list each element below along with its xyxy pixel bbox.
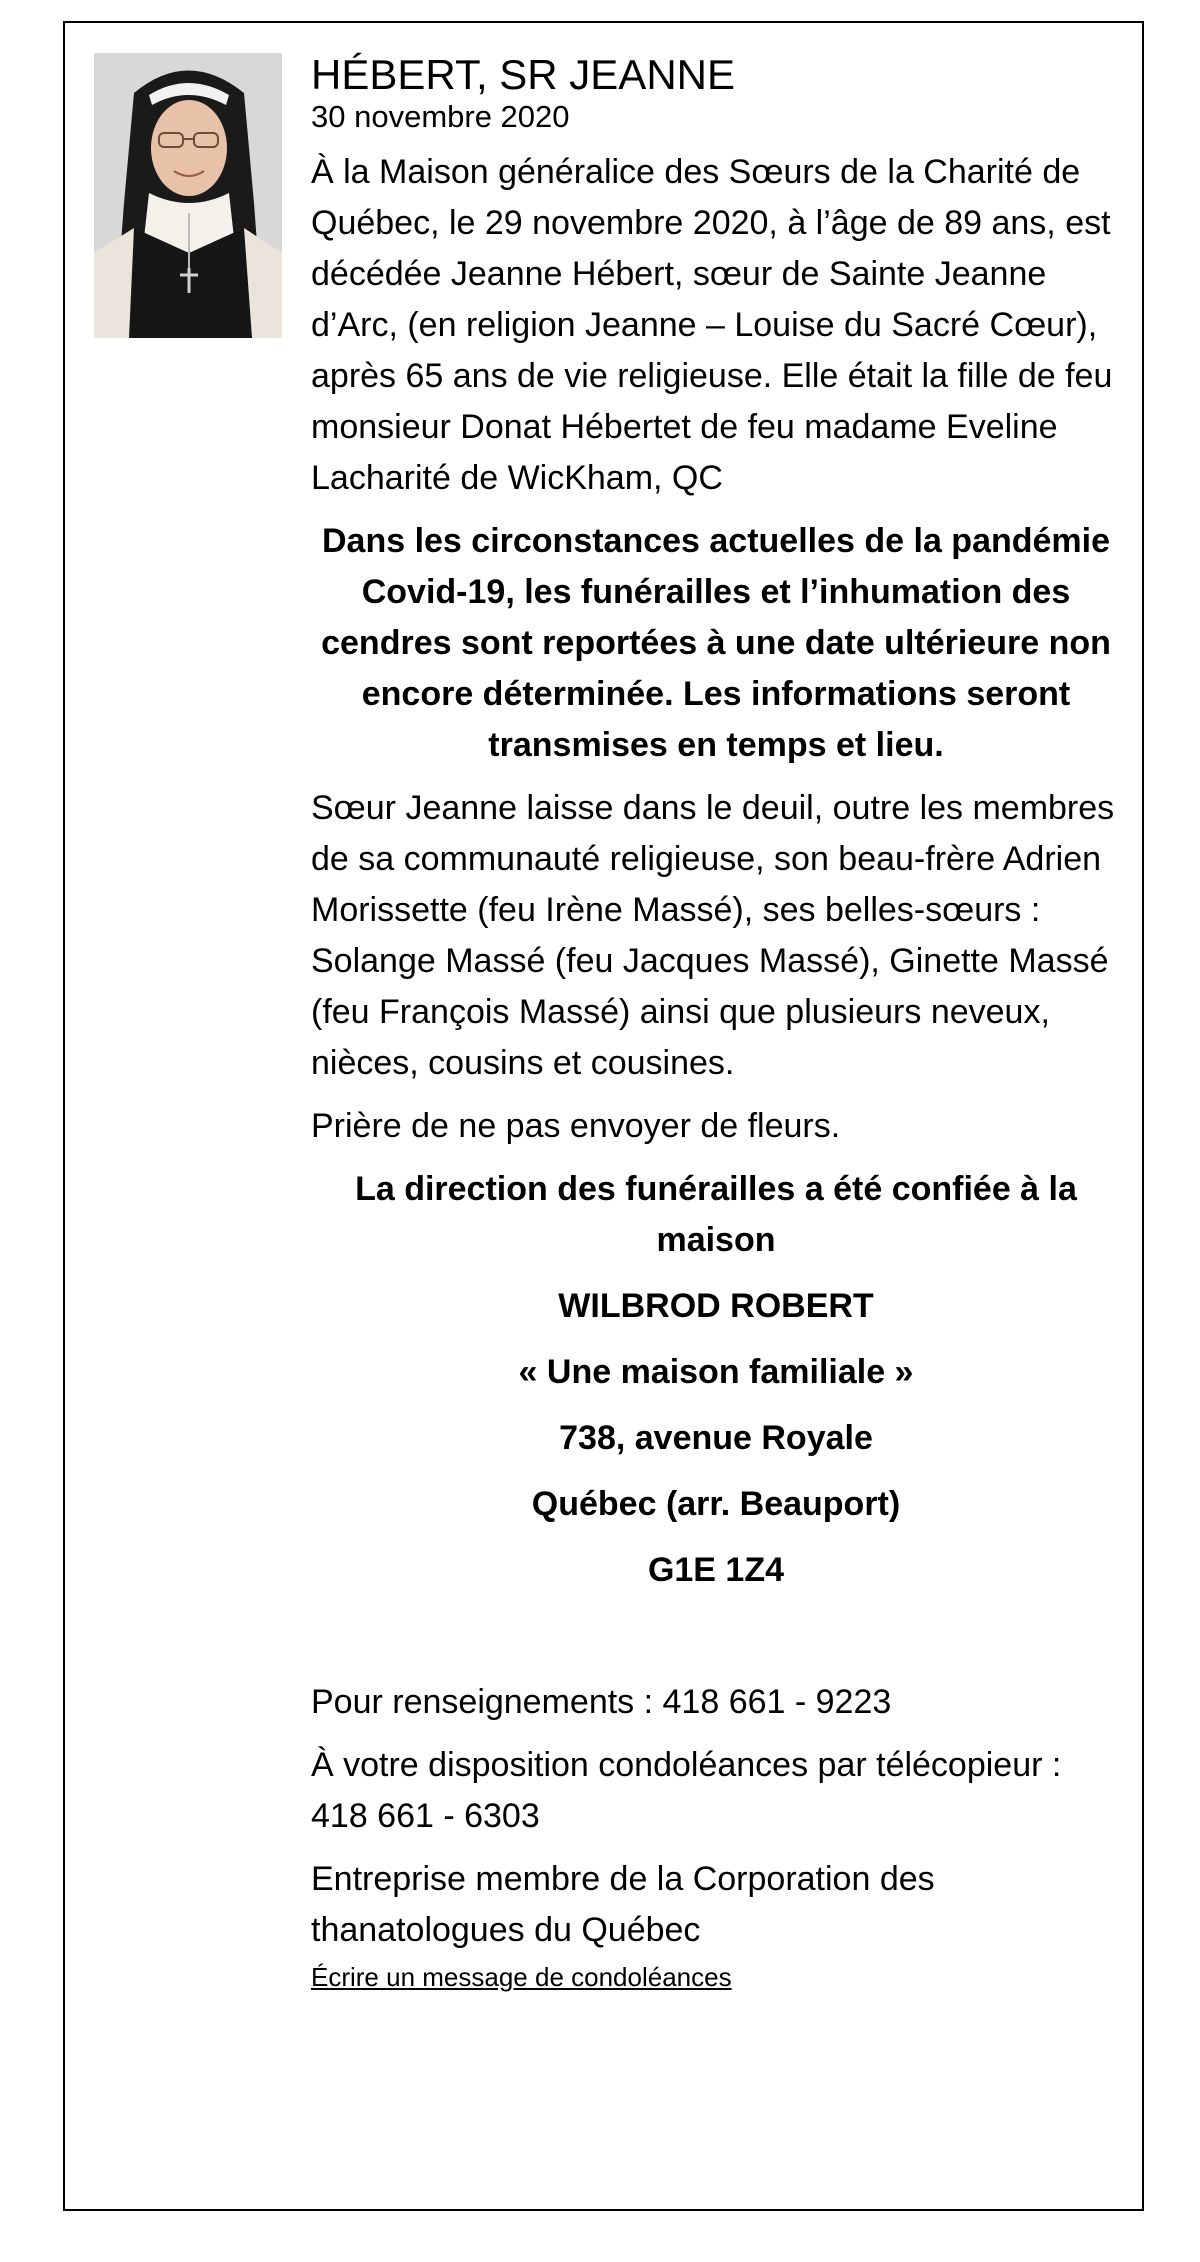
obituary-content <box>311 51 1121 1994</box>
funeral-home-city: Québec (arr. Beauport) <box>531 1485 901 1523</box>
info-phone-line: Pour renseignements : 418 661 - 9223 <box>311 1683 892 1721</box>
no-flowers-note: Prière de ne pas envoyer de fleurs. <box>311 1107 841 1145</box>
funeral-home-address: 738, avenue Royale <box>559 1419 873 1457</box>
survivors-paragraph: Sœur Jeanne laisse dans le deuil, outre les membres de sa communauté religieuse, son beau-frère Adrien Morissette (feu Irène Massé), ses belles-sœurs : Solange Massé (feu Jacques Massé), Ginette Massé (feu François Massé) ainsi que plusieurs neveux, nièces, cousins et cousines. <box>311 789 1115 1082</box>
portrait-photo <box>94 53 282 338</box>
fax-line: À votre disposition condoléances par télécopieur : 418 661 - 6303 <box>311 1746 1062 1835</box>
funeral-home-slogan: « Une maison familiale » <box>518 1353 914 1391</box>
deceased-name: HÉBERT, SR JEANNE <box>311 51 735 98</box>
obituary-card <box>63 21 1144 2211</box>
covid-notice: Dans les circonstances actuelles de la pandémie Covid-19, les funérailles et l’inhumation des cendres sont reportées à une date ultérieure non encore déterminée. Les informations seront transmises en temps et lieu. <box>321 522 1111 764</box>
funeral-direction-intro: La direction des funérailles a été confiée à la maison <box>355 1170 1077 1259</box>
write-condolences-link[interactable]: Écrire un message de condoléances <box>311 1962 732 1992</box>
spacer <box>311 1611 1121 1677</box>
funeral-home-name: WILBROD ROBERT <box>558 1287 874 1325</box>
publication-date: 30 novembre 2020 <box>311 99 570 134</box>
membership-note: Entreprise membre de la Corporation des thanatologues du Québec <box>311 1860 935 1949</box>
obituary-intro: À la Maison généralice des Sœurs de la Charité de Québec, le 29 novembre 2020, à l’âge de 89 ans, est décédée Jeanne Hébert, sœur de Sainte Jeanne d’Arc, (en religion Jeanne – Louise du Sacré Cœur), après 65 ans de vie religieuse. Elle était la fille de feu monsieur Donat Hébertet de feu madame Eveline Lacharité de WicKham, QC <box>311 153 1113 497</box>
funeral-home-postal-code: G1E 1Z4 <box>647 1551 785 1589</box>
